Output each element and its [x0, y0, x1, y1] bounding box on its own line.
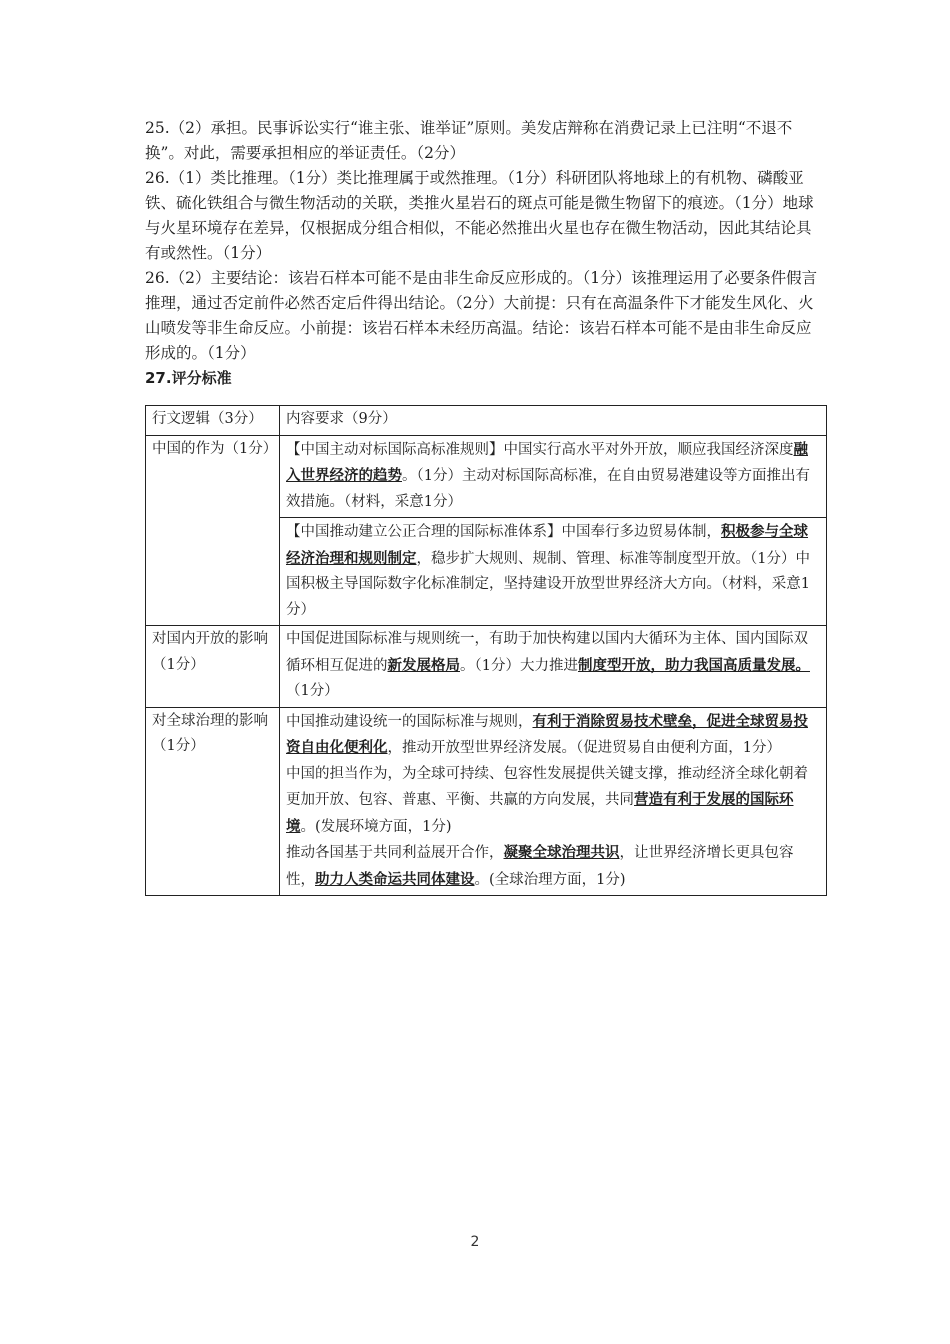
- cell-text: 。(发展环境方面，1分): [300, 818, 452, 835]
- key-point: 积极参与全球经济治理和规则制定: [286, 523, 808, 567]
- row-label-domestic-impact: 对国内开放的影响（1分）: [146, 626, 280, 708]
- answer-section: [145, 116, 825, 391]
- key-point: 融入世界经济的趋势: [286, 440, 808, 484]
- cell-text: 中国促进国际标准与规则统一，有助于加快构建以国内大循环为主体、国内国际双循环相互促进的: [286, 631, 808, 674]
- table-row: [146, 626, 827, 708]
- paragraph: [286, 840, 820, 893]
- cell-text: 。（1分）大力推进: [460, 657, 578, 674]
- cell-text: 中国的担当作为，为全球可持续、包容性发展提供关键支撑，推动经济全球化朝着更加开放、包容、普惠、平衡、共赢的方向发展，共同: [286, 765, 808, 808]
- cell-text: （1分）: [286, 683, 339, 699]
- cell-text: 。（1分）主动对标国际高标准，在自由贸易港建设等方面推出有效措施。（材料，采意1分）: [286, 468, 810, 510]
- cell-text: 【中国推动建立公正合理的国际标准体系】中国奉行多边贸易体制，: [286, 524, 721, 540]
- table-header-row: [146, 406, 827, 436]
- key-point: 营造有利于发展的国际环境: [286, 791, 794, 835]
- answer-26-1: 26.（1）类比推理。（1分）类比推理属于或然推理。（1分）科研团队将地球上的有机物、磷酸亚铁、硫化铁组合与微生物活动的关联，类推火星岩石的斑点可能是微生物留下的痕迹。（1分）地球与火星环境存在差异，仅根据成分组合相似，不能必然推出火星也存在微生物活动，因此其结论具有或然性。（1分）: [145, 169, 814, 262]
- page-number: 2: [470, 1234, 480, 1250]
- answer-25-2: 25.（2）承担。民事诉讼实行“谁主张、谁举证”原则。美发店辩称在消费记录上已注明“不退不换”。对此，需要承担相应的举证责任。（2分）: [145, 119, 793, 162]
- answer-26-2: 26.（2）主要结论：该岩石样本可能不是由非生命反应形成的。（1分）该推理运用了必要条件假言推理，通过否定前件必然否定后件得出结论。（2分）大前提：只有在高温条件下才能发生风化、火山喷发等非生命反应。小前提：该岩石样本未经历高温。结论：该岩石样本可能不是由非生命反应形成的。（1分）: [145, 269, 818, 362]
- cell-global-governance: [280, 707, 827, 896]
- q27-title: 27.评分标准: [145, 369, 232, 387]
- cell-text: 中国推动建设统一的国际标准与规则，: [286, 713, 533, 730]
- scoring-rubric-table: [145, 405, 827, 896]
- cell-high-standard-rules: [280, 435, 827, 518]
- key-point: 有利于消除贸易技术壁垒，促进全球贸易投资自由化便利化: [286, 712, 808, 756]
- paragraph: [286, 762, 820, 841]
- cell-standard-system: [280, 518, 827, 626]
- cell-text: ，稳步扩大规则、规制、管理、标准等制度型开放。（1分）中国积极主导国际数字化标准制定，坚持建设开放型世界经济大方向。（材料，采意1分）: [286, 550, 810, 618]
- paragraph: [286, 709, 820, 762]
- cell-domestic-impact: [280, 626, 827, 708]
- header-content: 内容要求（9分）: [280, 406, 827, 436]
- cell-text: ，让世界经济增长更具包容性，: [286, 845, 794, 888]
- key-point: 制度型开放，助力我国高质量发展。: [577, 656, 810, 674]
- key-point: 助力人类命运共同体建设: [315, 870, 475, 888]
- cell-text: ，推动开放型世界经济发展。（促进贸易自由便利方面，1分）: [387, 740, 781, 756]
- row-label-china-actions: 中国的作为（1分）: [146, 435, 280, 626]
- cell-text: 【中国主动对标国际高标准规则】中国实行高水平对外开放，顺应我国经济深度: [286, 441, 794, 458]
- cell-text: 。(全球治理方面，1分): [474, 871, 626, 888]
- key-point: 新发展格局: [387, 656, 460, 674]
- cell-text: 推动各国基于共同利益展开合作，: [286, 845, 504, 861]
- header-logic: 行文逻辑（3分）: [146, 406, 280, 436]
- table-row: [146, 707, 827, 896]
- key-point: 凝聚全球治理共识: [503, 844, 620, 861]
- row-label-global-governance: 对全球治理的影响（1分）: [146, 707, 280, 896]
- table-row: [146, 435, 827, 518]
